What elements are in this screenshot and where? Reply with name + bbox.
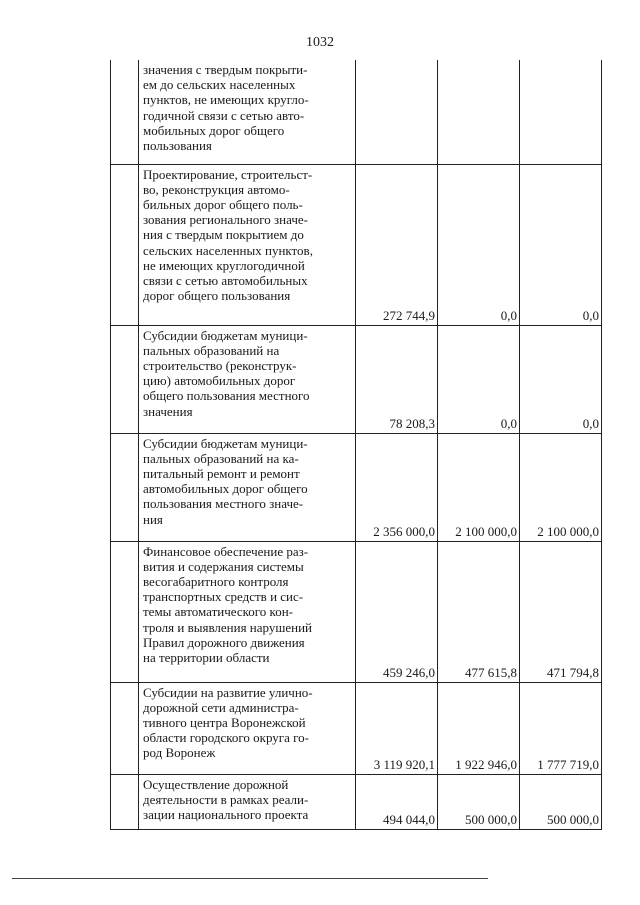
value-cell-3: 0,0 <box>520 325 602 433</box>
row-description <box>139 682 356 774</box>
value-cell-2: 0,0 <box>438 164 520 325</box>
row-description <box>139 164 356 325</box>
value-cell-1: 272 744,9 <box>356 164 438 325</box>
table-row <box>111 433 602 541</box>
value-cell-1: 3 119 920,1 <box>356 682 438 774</box>
value-cell-3: 500 000,0 <box>520 774 602 829</box>
value-cell-1: 78 208,3 <box>356 325 438 433</box>
page-number: 1032 <box>306 35 334 50</box>
description-text: Субсидии бюджетам муници- пальных образований на ка- питальный ремонт и ремонт автомобильных дорог общего пользования местного значе- ния <box>143 435 308 527</box>
description-text: значения с твердым покрыти- ем до сельских населенных пунктов, не имеющих кругло- годичной связи с сетью авто- мобильных дорог общего пользования <box>143 62 309 154</box>
description-text: Осуществление дорожной деятельности в рамках реали- зации национального проекта <box>143 776 309 822</box>
value-cell-3: 471 794,8 <box>520 541 602 682</box>
value-cell-2 <box>438 60 520 164</box>
value-cell-1: 459 246,0 <box>356 541 438 682</box>
table-row <box>111 60 602 164</box>
value-cell-2: 500 000,0 <box>438 774 520 829</box>
table-row <box>111 682 602 774</box>
row-description <box>139 60 356 164</box>
table-row <box>111 164 602 325</box>
empty-cell <box>111 774 139 829</box>
value-cell-1: 494 044,0 <box>356 774 438 829</box>
empty-cell <box>111 541 139 682</box>
value-cell-3: 1 777 719,0 <box>520 682 602 774</box>
value-cell-2: 1 922 946,0 <box>438 682 520 774</box>
value-cell-3: 0,0 <box>520 164 602 325</box>
value-cell-2: 0,0 <box>438 325 520 433</box>
table-row <box>111 541 602 682</box>
empty-cell <box>111 164 139 325</box>
value-cell-1 <box>356 60 438 164</box>
value-cell-3 <box>520 60 602 164</box>
description-text: Субсидии бюджетам муници- пальных образований на строительство (реконструк- цию) автомобильных дорог общего пользования местного значения <box>143 327 310 419</box>
description-text: Финансовое обеспечение раз- вития и содержания системы весогабаритного контроля транспортных средств и сис- темы автоматического кон- троля и выявления нарушений Правил дорожного движения на территории области <box>143 543 313 665</box>
value-cell-1: 2 356 000,0 <box>356 433 438 541</box>
budget-table <box>110 60 602 830</box>
table-row <box>111 325 602 433</box>
row-description <box>139 774 356 829</box>
empty-cell <box>111 60 139 164</box>
value-cell-2: 477 615,8 <box>438 541 520 682</box>
description-text: Проектирование, строительст- во, реконструкция автомо- бильных дорог общего поль- зования регионального значе- ния с твердым покрытием до сельских населенных пунктов, не имеющих круглогодичной связи с сетью автомобильных дорог общего пользования <box>143 166 313 304</box>
empty-cell <box>111 433 139 541</box>
row-description <box>139 325 356 433</box>
row-description <box>139 433 356 541</box>
row-description <box>139 541 356 682</box>
table-row <box>111 774 602 829</box>
value-cell-3: 2 100 000,0 <box>520 433 602 541</box>
description-text: Субсидии на развитие улично- дорожной сети администра- тивного центра Воронежской области городского округа го- род Воронеж <box>143 684 313 761</box>
empty-cell <box>111 325 139 433</box>
value-cell-2: 2 100 000,0 <box>438 433 520 541</box>
footer-divider <box>12 878 488 879</box>
empty-cell <box>111 682 139 774</box>
